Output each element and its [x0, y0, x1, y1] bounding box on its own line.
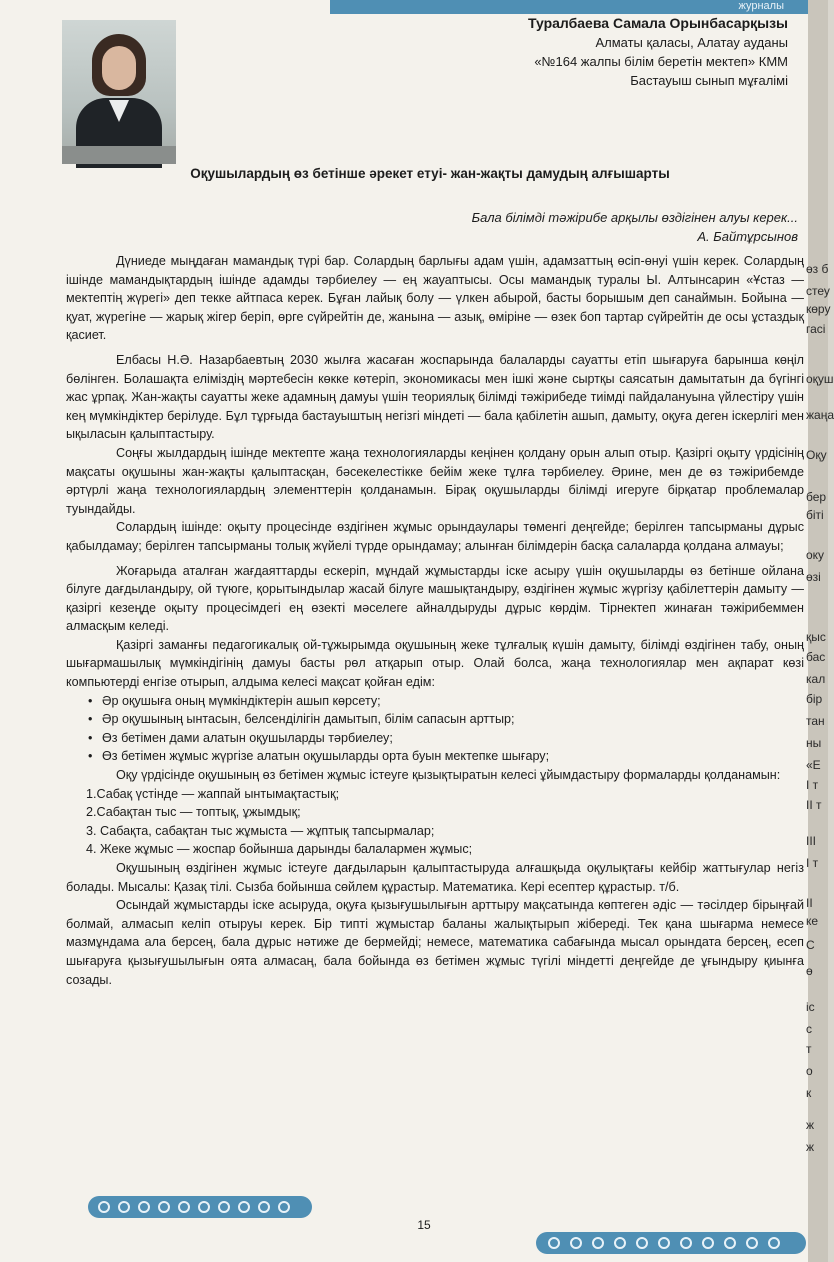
- journal-label: журналы: [738, 0, 784, 12]
- list-item: 3. Сабақта, сабақтан тыс жұмыста — жұптық тапсырмалар;: [86, 823, 435, 838]
- edge-fragment: стеу: [806, 284, 830, 298]
- edge-fragment: гасі: [806, 322, 826, 336]
- edge-fragment: бас: [806, 650, 826, 664]
- edge-fragment: кал: [806, 672, 826, 686]
- paragraph: Дүниеде мыңдаған мамандық түрі бар. Солардың барлығы адам үшін, адамзаттың өсіп-өнуі үшін керек. Солардың ішінде мамандықтардың ішінде адамды тәрбиелеу — ең жауаптысы. Осы мамандық туралы Ы. Алтынсарин «Ұстаз — мектептің жүрегі» деп текке айтпаса керек. Бұған лайық болу — үлкен абырой, басты борышым деп санаймын. Бойына — қуат, жүрегіне — жарық жігер беріп, өрге сүйрейтін де, жанына — азық, өміріне — өзек боп тартар сүйрейтін де осы ұстаздық қасиет.: [66, 254, 804, 343]
- author-block: [528, 14, 788, 90]
- edge-fragment: қыс: [806, 630, 826, 644]
- edge-fragment: жаңа: [806, 408, 834, 422]
- list-item: 4. Жеке жұмыс — жоспар бойынша дарынды балалармен жұмыс;: [86, 842, 473, 857]
- epigraph-author: А. Байтұрсынов: [697, 229, 798, 244]
- paragraph: Солардың ішінде: оқыту процесінде өздігінен жұмыс орындаулары төменгі деңгейде; берілген тапсырманы дұрыс қабылдамау; берілген тапсырманы толық жүйелі түрде орындамау; алынған білімдерін басқа салаларда қолдана алмауы;: [66, 520, 804, 553]
- edge-fragment: өз б: [806, 262, 829, 276]
- paragraph: Оқу үрдісінде оқушының өз бетімен жұмыс істеуге қызықтыратын келесі ұйымдастыру формаларды қолданамын:: [116, 768, 781, 783]
- journal-header-bar: [330, 0, 808, 14]
- edge-fragment: І т: [806, 856, 819, 870]
- edge-fragment: І т: [806, 778, 819, 792]
- paragraph: Елбасы Н.Ә. Назарбаевтың 2030 жылға жасаған жоспарында балаларды сауатты етіп шығаруға барынша көңіл бөлінген. Болашақта еліміздің мәртебесін көкке көтеріп, экономикасы мен ішкі және сыртқы саясатын дамытатын да бүгінгі жас ұрпақ. Жан-жақты сауатты жеке адамның дамуы үшін теориялық білімді тәжірибеде тиімді пайдалануына үйлестіру үшін кең мүмкіндіктер берілуде. Бұл тұрғыда бастауыштың негізгі міндеті — бала қабілетін ашып, дамыту, оқуға деген іскерлігі мен ықыласын қалыптастыру.: [66, 352, 804, 442]
- author-city: Алматы қаласы, Алатау ауданы: [595, 35, 788, 50]
- goals-list: [66, 692, 804, 766]
- edge-fragment: ІІ: [806, 896, 813, 910]
- ornament-bottom-right: [536, 1232, 806, 1254]
- edge-fragment: іс: [806, 1000, 815, 1014]
- edge-fragment: ж: [806, 1118, 815, 1132]
- author-photo: [62, 20, 176, 164]
- paragraph: Жоғарыда аталған жағдаяттарды ескеріп, мұндай жұмыстарды іске асыру үшін оқушыларды өз бетінше ойлана білуге дағдыландыру, ой түюге, қорытындылар жасай білуге машықтандыру, өздігінен жұмыс жүргізу қабілеттерін дамыту — қазіргі кезеңде оқыту процесімдегі ең өзекті мәселеге айналдыруды дұрыс көрдім. Тірнектеп жинаған тәжірибеммен алмасқым келеді.: [66, 563, 804, 634]
- edge-fragment: оку: [806, 548, 825, 562]
- page-number: 15: [417, 1218, 431, 1232]
- paragraph: Соңғы жылдардың ішінде мектепте жаңа технологияларды кеңінен қолдану орын алып отыр. Қазіргі оқыту үрдісінің мақсаты оқушыны жан-жақты қалыптасқан, бәсекелестікке бейім жеке тұлға тәрбиелеу. Әрине, мен де өз тәжірибемде әртүрлі жаңа технологиялардың элементтерін қолданамын. Бірақ оқушыларды білімді игеруге бірқатар проблемалар туындайды.: [66, 445, 804, 516]
- edge-fragment: о: [806, 1064, 813, 1078]
- list-item: 2.Сабақтан тыс — топтық, ұжымдық;: [86, 805, 301, 820]
- edge-fragment: Оқу: [806, 448, 827, 462]
- ornament-bottom-left: [88, 1196, 312, 1218]
- list-item: 1.Сабақ үстінде — жаппай ынтымақтастық;: [86, 786, 340, 801]
- author-name: Туралбаева Самала Орынбасарқызы: [527, 15, 788, 31]
- edge-fragment: т: [806, 1042, 812, 1056]
- edge-fragment: ке: [806, 914, 819, 928]
- edge-fragment: тан: [806, 714, 825, 728]
- edge-fragment: с: [806, 1022, 812, 1036]
- list-item: • Әр оқушының ынтасын, белсенділігін дамытып, білім сапасын арттыр;: [88, 710, 804, 729]
- paragraph: Қазіргі заманғы педагогикалық ой-тұжырымда оқушының жеке тұлғалық күшін дамыту, білімді өздігінен табу, оның шығармашылық мүмкіндігінің дамуы басты рөл атқарып отыр. Олай болса, жаңа технологиялар мен ақпарат көзі компьютерді енгізе отырып, алдыма келесі мақсат қойған едім:: [66, 637, 804, 690]
- edge-fragment: біті: [806, 508, 824, 522]
- author-school: «№164 жалпы білім беретін мектеп» КММ: [534, 54, 788, 69]
- edge-fragment: ІІІ: [806, 834, 817, 848]
- forms-list: [66, 785, 804, 859]
- epigraph: [472, 208, 798, 246]
- edge-fragment: көру: [806, 302, 831, 316]
- epigraph-text: Бала білімді тәжірибе арқылы өздігінен алуы керек...: [471, 210, 798, 225]
- article-title: Оқушылардың өз бетінше әрекет етуі- жан-жақты дамудың алғышарты: [190, 166, 670, 181]
- edge-fragment: к: [806, 1086, 812, 1100]
- edge-fragment: «Е: [806, 758, 821, 772]
- edge-fragment: бір: [806, 692, 823, 706]
- edge-fragment: ө: [806, 964, 813, 978]
- edge-fragment: оқуш: [806, 372, 834, 386]
- edge-fragment: С: [806, 938, 815, 952]
- author-position: Бастауыш сынып мұғалімі: [630, 73, 788, 88]
- list-item: • Өз бетімен жұмыс жүргізе алатын оқушыларды орта буын мектепке шығару;: [88, 747, 804, 766]
- edge-fragment: ж: [806, 1140, 815, 1154]
- paragraph: Осындай жұмыстарды іске асыруда, оқуға қызығушылығын арттыру мақсатында көптеген әдіс — тәсілдер бірыңғай болмай, алмасып келіп отыруы керек. Бір типті жұмыстар баланы жалықтырып жібереді. Тек қана шығарма немесе мазмұндама ала берсең, бала дұрыс нәтиже де бермейді; немесе, математика сабағында мысал орындата берсең, есеп шығаруға қызығушылығын оята алмасаң, бала бойында өз бетімен жұмыс түгілі міндетті деңгейде де ұғындыру қиынға созады.: [66, 898, 804, 987]
- list-item: • Өз бетімен дами алатын оқушыларды тәрбиелеу;: [88, 729, 804, 748]
- edge-fragment: ны: [806, 736, 822, 750]
- article-body: [66, 252, 804, 989]
- edge-fragment: өзі: [806, 570, 821, 584]
- edge-fragment: бер: [806, 490, 827, 504]
- list-item: • Әр оқушыға оның мүмкіндіктерін ашып көрсету;: [88, 692, 804, 711]
- edge-fragment: ІІ т: [806, 798, 822, 812]
- paragraph: Оқушының өздігінен жұмыс істеуге дағдыларын қалыптастыруда алғашқыда оқулықтағы кейбір жаттығулар негіз болады. Мысалы: Қазақ тілі. Сызба бойынша сөйлем құрастыр. Математика. Кері есептер құрастыр. т/б.: [66, 861, 804, 894]
